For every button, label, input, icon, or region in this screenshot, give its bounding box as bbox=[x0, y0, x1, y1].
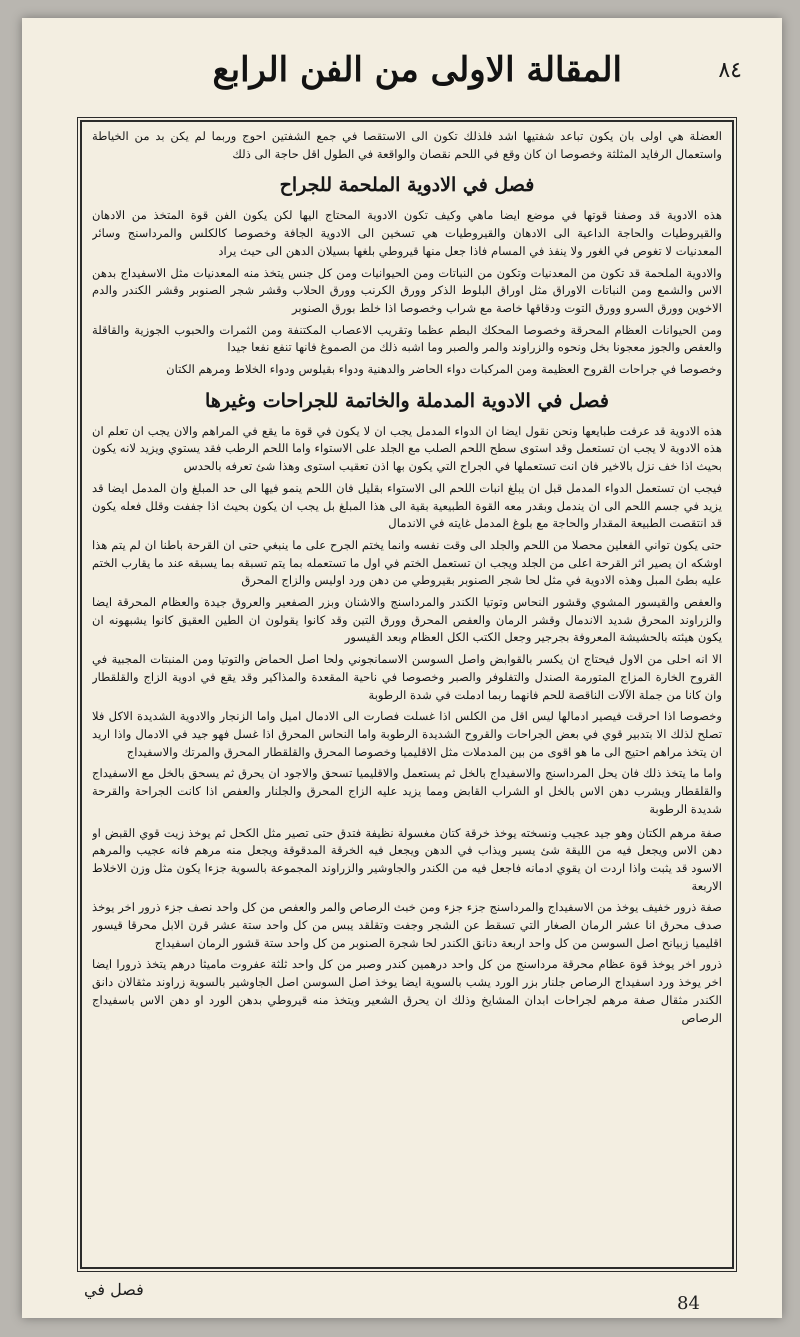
section-2-paragraph: حتى يكون تواني الفعلين محصلا من اللحم والجلد الى وقت نفسه وانما يختم الجرح على ما ينبغي حتى ان القرحة باطنا ان لم يتم هذا اوشكه ان يصير اثر القرحة اعلى من الجلد ويجب ان تستعمل الختم في اول ما تستعمله بما يتم تسبقه بما يسبقه عند ما يقارب الختم عليه بطئ المبل وهذه الادوية في مثل لحا شجر الصنوبر بقيروطي من دهن ورد اوليس والزاج المحرق bbox=[92, 537, 722, 588]
section-2-paragraph: واما ما يتخذ ذلك فان يحل المرداسنج والاسفيداج بالخل ثم يستعمل والاقليميا تسحق والاجود ان يحرق ثم يسحق بالخل مع الاسفيداج والقلقطار ويشرب دهن الاس بالخل او الشراب القابض ومما يزيد عليه الزاج المحرق والجلنار والعفص اذا كانت الجراحة والقرحة شديدة الرطوبة bbox=[92, 766, 722, 816]
section-1-paragraph: هذه الادوية قد وصفنا قوتها في موضع ايضا ماهي وكيف تكون الادوية المحتاج اليها لكن يكون الفن قوة المتخذ من الادهان والقيروطيات والحاجة الداعية الى الادهان والقيروطيات هي تسخين الى الادوية الجافة وخصوصا كالكلس والمرداسنج وسائر المعدنيات لا تغوص في الغور ولا ينفذ في المسام فاذا جعل منها قيروطي بلغها بسيلان الدهن الى حيث يراد bbox=[92, 208, 722, 258]
opening-paragraph: العضلة هي اولى بان يكون تباعد شفتيها اشد فلذلك تكون الى الاستقصا في جمع الشفتين احوج وربما لم يكن بد من الخياطة واستعمال الرفايد المثلثة وخصوصا ان كان وقع في اللحم نقصان والواقعة في الطول اقل حاجة الى ذلك bbox=[92, 129, 722, 161]
recipes-block bbox=[92, 825, 722, 1028]
recipe-paragraph: صفة ذرور خفيف يوخذ من الاسفيداج والمرداسنج جزء جزء ومن خبث الرصاص والمر والعفص من كل واحد نصف جزء ذرور اخر يوخذ صدف محرق انا عشر الرمان الصغار التي تسقط عن الشجر وجفت وتقلقد يبس من كل واحد ستة عشر قرن الابل محرقا قيسور اقليميا زبيانح اصل السوسن من كل واحد اربعة دنانق الكندر لحا شجرة الصنوبر من كل واحد ستة قشور الرمان اسفيداج bbox=[92, 900, 722, 950]
catchword: فصل في bbox=[84, 1280, 144, 1299]
running-head: المقالة الاولى من الفن الرابع bbox=[212, 50, 622, 90]
section-heading-1: فصل في الادوية الملحمة للجراح bbox=[279, 174, 535, 197]
section-1-paragraph: والادوية الملحمة قد تكون من المعدنيات وتكون من النباتات ومن الحيوانيات ومن كل جنس يتخذ منه المعدنيات مثل الاسفيداج بدهن الاس والشمع ومن النباتات الاوراق مثل اوراق البلوط الذكر وورق الكرنب وورق الحلاب وقشر شجر الصنوبر وقشر الكندر والدم الاخوين وورق السرو وورق التوت ودقاقها خاصة مع شراب وخصوصا اذا خلط بورق الصنوبر bbox=[92, 265, 722, 315]
recipe-paragraph: صفة مرهم الكتان وهو جيد عجيب ونسخته يوخذ خرقة كتان مغسولة نظيفة فتدق حتى تصير مثل الكحل ثم يوخذ زيت قوي القبض او دهن الاس ويجعل فيه من الليقة شئ يسير ويذاب في الدهن ويجعل فيه الخرقة المدقوقة ويجعل منه مرهم فانه عجيب والمرهم الاسود قد يثبت واذا اردت ان يقوي ادمانه فاجعل فيه من الكندر والجاوشير والزراوند المجموعة بالسوية جزءا يكون مثل وزن الاخلاط الاربعة bbox=[92, 825, 722, 893]
page-number-top: ٨٤ bbox=[718, 58, 742, 83]
section-1-paragraph: وخصوصا في جراحات القروح العظيمة ومن المركبات دواء الحاضر والدهنية ودواء بقيلوس ودواء الخلاط ومرهم الكتان bbox=[166, 362, 722, 377]
main-text bbox=[92, 128, 722, 1261]
section-heading-2: فصل في الادوية المدملة والخاتمة للجراحات وغيرها bbox=[205, 389, 609, 412]
section-2-paragraph: الا انه احلى من الاول فيحتاج ان يكسر بالقوابض واصل السوسن الاسمانجوني ولحا اصل الحماض والتوتيا ومن المنبتات المجبية في القروح الخارة المزاج المتورمة الصندل والتفلوفر والصبر وخصوصا في ناحية المقعدة والمذاكير وقد يقع في ادوية الزاج والقلقطار وان كانا من جملة الآلات الناقصة للحم فانهما ربما ادملت في شدة الرطوبة bbox=[92, 652, 722, 702]
recipe-paragraph: ذرور اخر يوخذ قوة عظام محرقة مرداسنج من كل واحد درهمين كندر وصبر من كل واحد ثلثة عفروت ماميثا درهم يتخذ ذرورا ايضا اخر يوخذ ورد اسفيداج الرصاص جلنار بزر الورد يشب بالسوية ايضا يوخذ اصل السوسن اصل الجاوشير بالسوية زراوند مثقالان دانق الكندر مثقال صفة مرهم لجراحات ابدان المشايخ وذلك ان يحرق الشعير ويتخذ منه قيروطي بدهن الورد او دهن الاس باسفيداج الرصاص bbox=[92, 957, 722, 1025]
book-page bbox=[22, 18, 782, 1318]
text-frame bbox=[80, 120, 734, 1269]
section-2-paragraph: والعفص والقيسور المشوي وقشور النحاس وتوتيا الكندر والمرداسنج والاشنان وبزر الصفعير والعروق جيدة والعظام المحرقة ايضا والزراوند المحرق شديد الاندمال وقشر الرمان والعفص المحرق وورق التين وقد كانوا يقولون ان الطين العقيق كانوا يشبهونه ان يكون هيئته بالحشيشة المعروفة بجرجير وجعل الكتب الكل العظام وبعد القيسور bbox=[92, 595, 722, 645]
section-2-paragraph: وخصوصا اذا احرقت فيصير ادمالها ليس اقل من الكلس اذا غسلت فصارت الى الادمال اميل واما الزنجار والادوية الشديدة الاكل فلا تصلح لذلك الا بتدبير قوي في بعض الجراحات والقروح الشديدة الرطوبة واما النحاس المحرق اذا غسل فهو جيد في الادمال واذا اريد ان يتخذ مراهم احتيج الى ما هو اقوى من بين المدملات مثل الاقليميا وخصوصا المحرق والقلقطار المحرق والمرتك والاسفيداج bbox=[92, 709, 722, 759]
section-1-paragraph: ومن الحيوانات العظام المحرقة وخصوصا المحكك البطم عظما وتقريب الاعصاب المكتنفة ومن الثمرات والحبوب الجوزية والقاقلة والعفص والجوز معجونا بخل ونحوه والزراوند والمر والصبر وما اشبه ذلك من الصموغ فانها تنفع نفعا جيدا bbox=[92, 322, 722, 355]
page-number-bottom: 84 bbox=[677, 1293, 700, 1314]
section-2-paragraph: هذه الادوية قد عرفت طبايعها ونحن نقول ايضا ان الدواء المدمل يجب ان لا يكون في قوة ما يقع في المراهم والان يجب ان تعلم ان هذه الادوية لا يجب ان تستعمل وقد استوى سطح اللحم الصلب مع الجلد على الاستواء واما اللحم الرطب فقد يستوي ويزيد لانه يكون بحيث اذا خف نزل بالاخير فان انت تستعملها في الجراح التي يكون بها اذن تعقيب استوى وهذا شئ تعرفه بالحدس bbox=[92, 423, 722, 474]
section-1-body bbox=[92, 207, 722, 378]
section-2-body bbox=[92, 423, 722, 819]
section-2-paragraph: فيجب ان تستعمل الدواء المدمل قبل ان يبلغ انبات اللحم الى الاستواء بقليل فان اللحم ينمو فيها الى حد المبلغ وان المدمل ايضا قد يزيد في جسم اللحم الى ان يندمل وبقدر معه القوة الطبيعية بقية الى هذا المبلغ بل يجب ان يكون بحيث اذا جففت وقلل فعله يكون قد انتقصت الطبيعة المقدار والحاجة مع بلوغ المدمل غايته في الاندمال bbox=[92, 480, 722, 531]
page-header bbox=[62, 44, 742, 104]
